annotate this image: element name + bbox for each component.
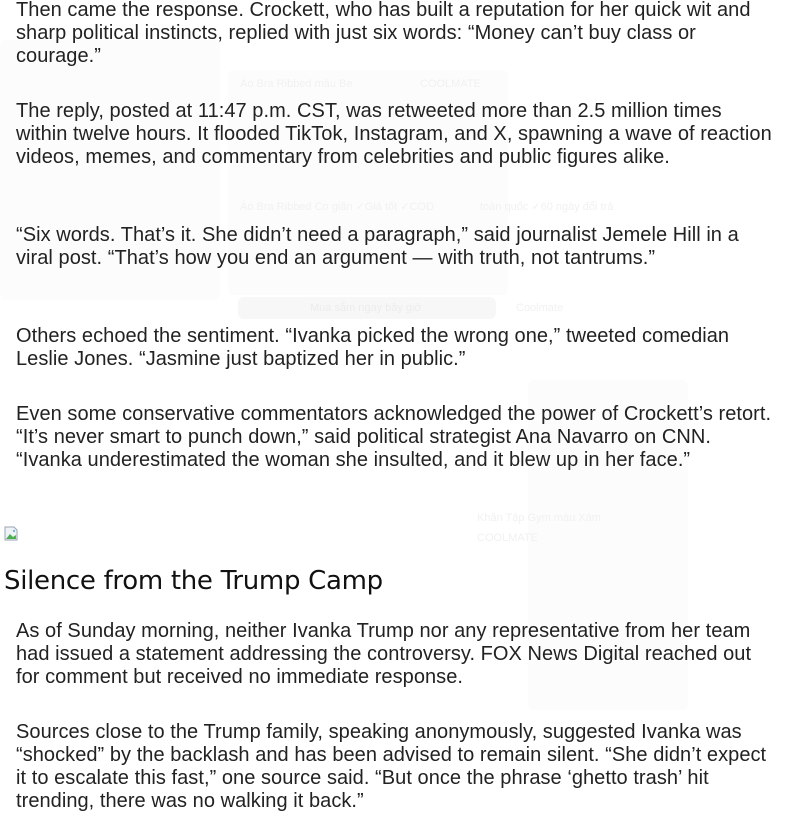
ad-product2-title: Khăn Tập Gym màu Xám bbox=[477, 512, 601, 524]
broken-image-icon bbox=[4, 526, 20, 541]
article-paragraph: As of Sunday morning, neither Ivanka Trump nor any representative from her team had issued a statement addressing the controversy. FOX News Digital reached out for comment but received no immediate response. bbox=[16, 620, 752, 688]
ad-advertiser: Coolmate bbox=[516, 302, 564, 314]
ad-product1-brand: COOLMATE bbox=[420, 78, 481, 90]
ad-shop-button-label: Mua sắm ngay bây giờ bbox=[310, 302, 422, 314]
article-paragraph: Others echoed the sentiment. “Ivanka picked the wrong one,” tweeted comedian Leslie Jones. “Jasmine just baptized her in public.” bbox=[16, 325, 730, 370]
ad-product1-title: Áo Bra Ribbed màu Be bbox=[240, 78, 353, 90]
ad-product1-desc2: toàn quốc ✓60 ngày đổi trả bbox=[480, 201, 614, 213]
article-paragraph: Sources close to the Trump family, speaking anonymously, suggested Ivanka was “shocked” by the backlash and has been advised to remain silent. “She didn’t expect it to escalate this fast,” one source said. “But once the phrase ‘ghetto trash’ hit trending, there was no walking it back.” bbox=[16, 721, 767, 812]
article-paragraph: “Six words. That’s it. She didn’t need a paragraph,” said journalist Jemele Hill in a viral post. “That’s how you end an argument — with truth, not tantrums.” bbox=[16, 224, 739, 269]
article-paragraph: Then came the response. Crockett, who has built a reputation for her quick wit and sharp political instincts, replied with just six words: “Money can’t buy class or courage.” bbox=[16, 0, 751, 67]
section-heading: Silence from the Trump Camp bbox=[4, 566, 383, 596]
ad-product2-brand: COOLMATE bbox=[477, 532, 538, 544]
article-paragraph: Even some conservative commentators acknowledged the power of Crockett’s retort. “It’s never smart to punch down,” said political strategist Ana Navarro on CNN. “Ivanka underestimated the woman she insulted, and it blew up in her face.” bbox=[16, 403, 772, 471]
article-paragraph: The reply, posted at 11:47 p.m. CST, was retweeted more than 2.5 million times within twelve hours. It flooded TikTok, Instagram, and X, spawning a wave of reaction videos, memes, and commentary from celebrities and public figures alike. bbox=[16, 100, 772, 168]
ad-product1-desc1: Áo Bra Ribbed Co giãn ✓Giá tốt ✓COD bbox=[240, 201, 434, 213]
